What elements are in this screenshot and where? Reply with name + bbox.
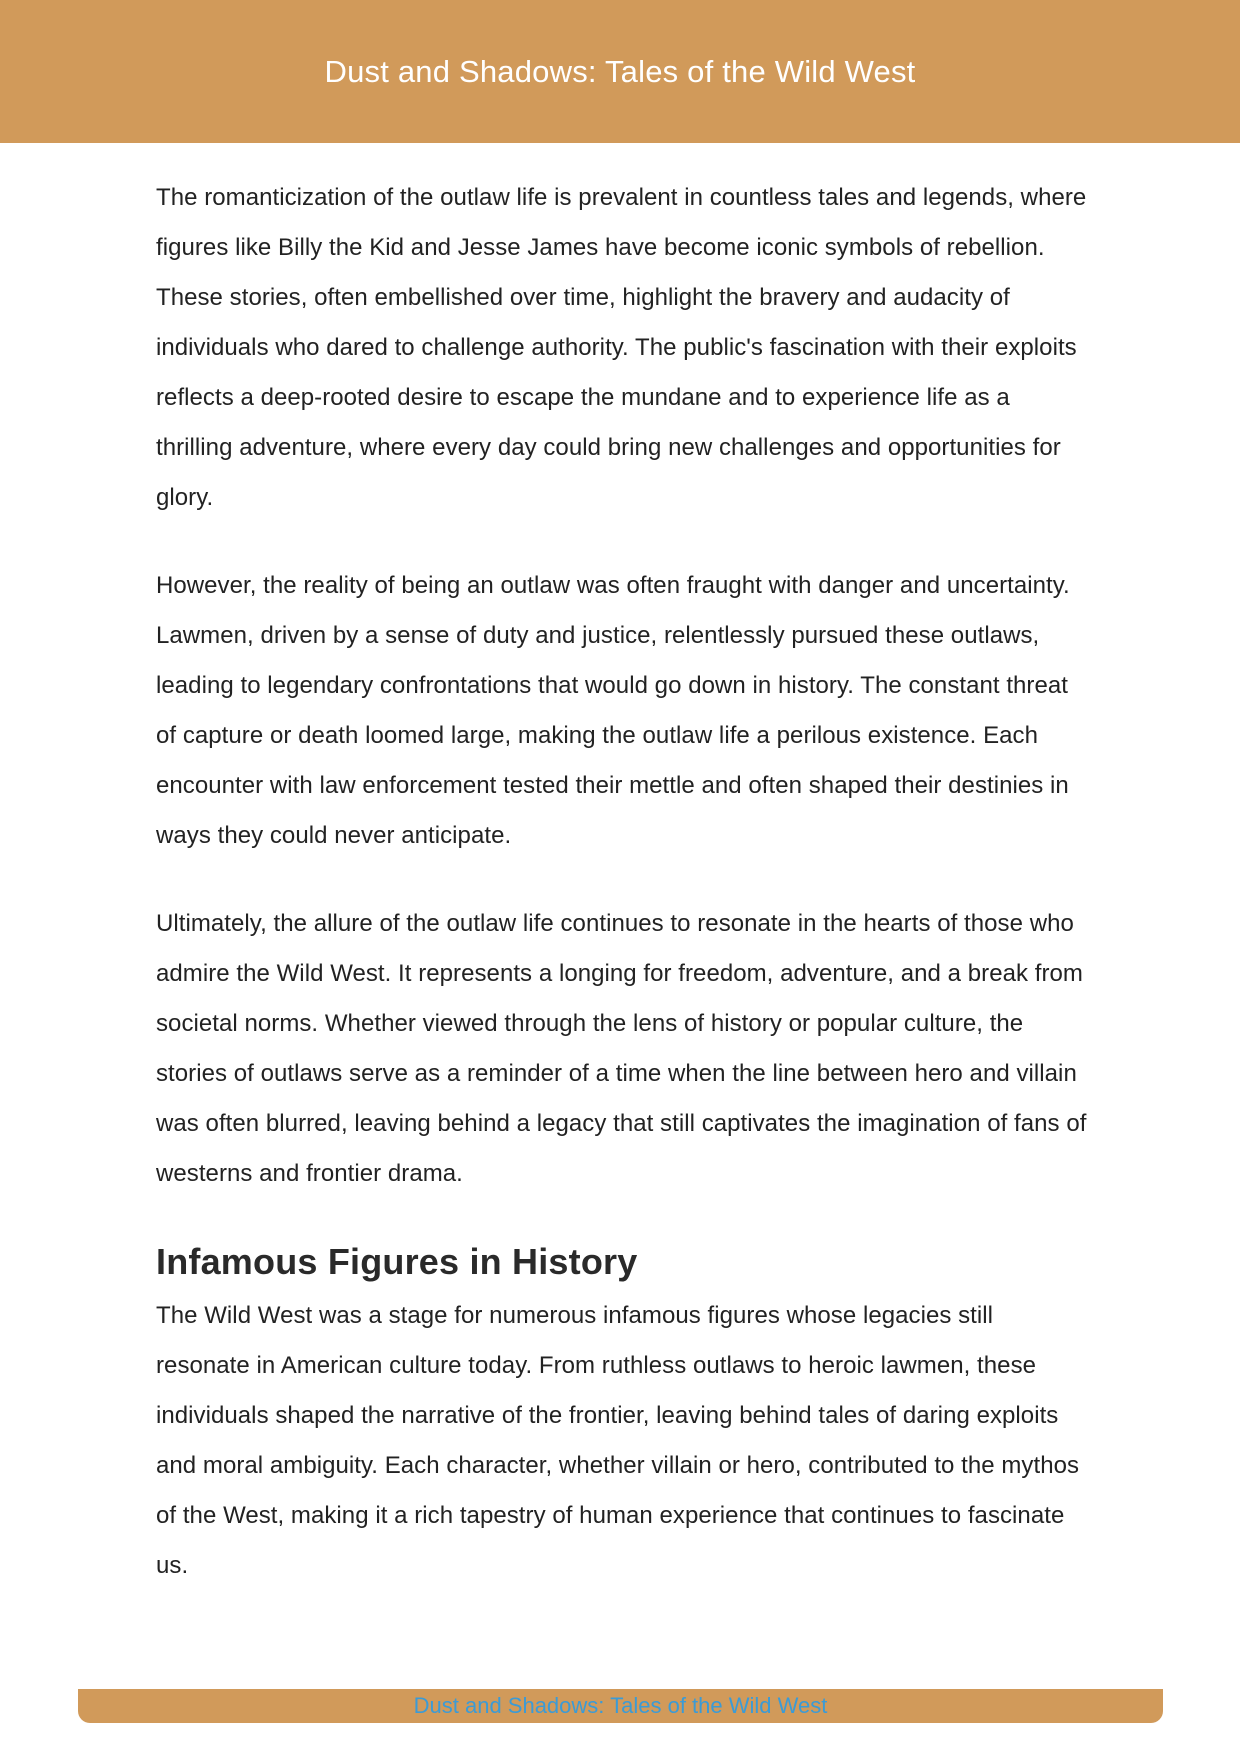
page-footer xyxy=(78,1689,1163,1723)
footer-title: Dust and Shadows: Tales of the Wild West xyxy=(413,1693,828,1718)
paragraph-outlaw-allure: Ultimately, the allure of the outlaw life continues to resonate in the hearts of those who admire the Wild West. It represents a longing for freedom, adventure, and a break from societal norms. Whether viewed through the lens of history or popular culture, the stories of outlaws serve as a reminder of a time when the line between hero and villain was often blurred, leaving behind a legacy that still captivates the imagination of fans of westerns and frontier drama. xyxy=(156,910,1087,1187)
section-heading: Infamous Figures in History xyxy=(156,1241,638,1282)
paragraph-outlaw-reality: However, the reality of being an outlaw was often fraught with danger and uncertainty. Lawmen, driven by a sense of duty and justice, relentlessly pursued these outlaws, leading to legendary confrontations that would go down in history. The constant threat of capture or death loomed large, making the outlaw life a perilous existence. Each encounter with law enforcement tested their mettle and often shaped their destinies in ways they could never anticipate. xyxy=(156,572,1070,849)
paragraph-outlaw-romanticization: The romanticization of the outlaw life is prevalent in countless tales and legends, where figures like Billy the Kid and Jesse James have become iconic symbols of rebellion. These stories, often embellished over time, highlight the bravery and audacity of individuals who dared to challenge authority. The public's fascination with their exploits reflects a deep-rooted desire to escape the mundane and to experience life as a thrilling adventure, where every day could bring new challenges and opportunities for glory. xyxy=(156,184,1087,511)
paragraph-infamous-figures: The Wild West was a stage for numerous infamous figures whose legacies still resonate in American culture today. From ruthless outlaws to heroic lawmen, these individuals shaped the narrative of the frontier, leaving behind tales of daring exploits and moral ambiguity. Each character, whether villain or hero, contributed to the mythos of the West, making it a rich tapestry of human experience that continues to fascinate us. xyxy=(156,1302,1080,1579)
document-title: Dust and Shadows: Tales of the Wild West xyxy=(324,54,916,89)
main-content xyxy=(156,173,1091,1629)
page-header xyxy=(0,0,1240,143)
